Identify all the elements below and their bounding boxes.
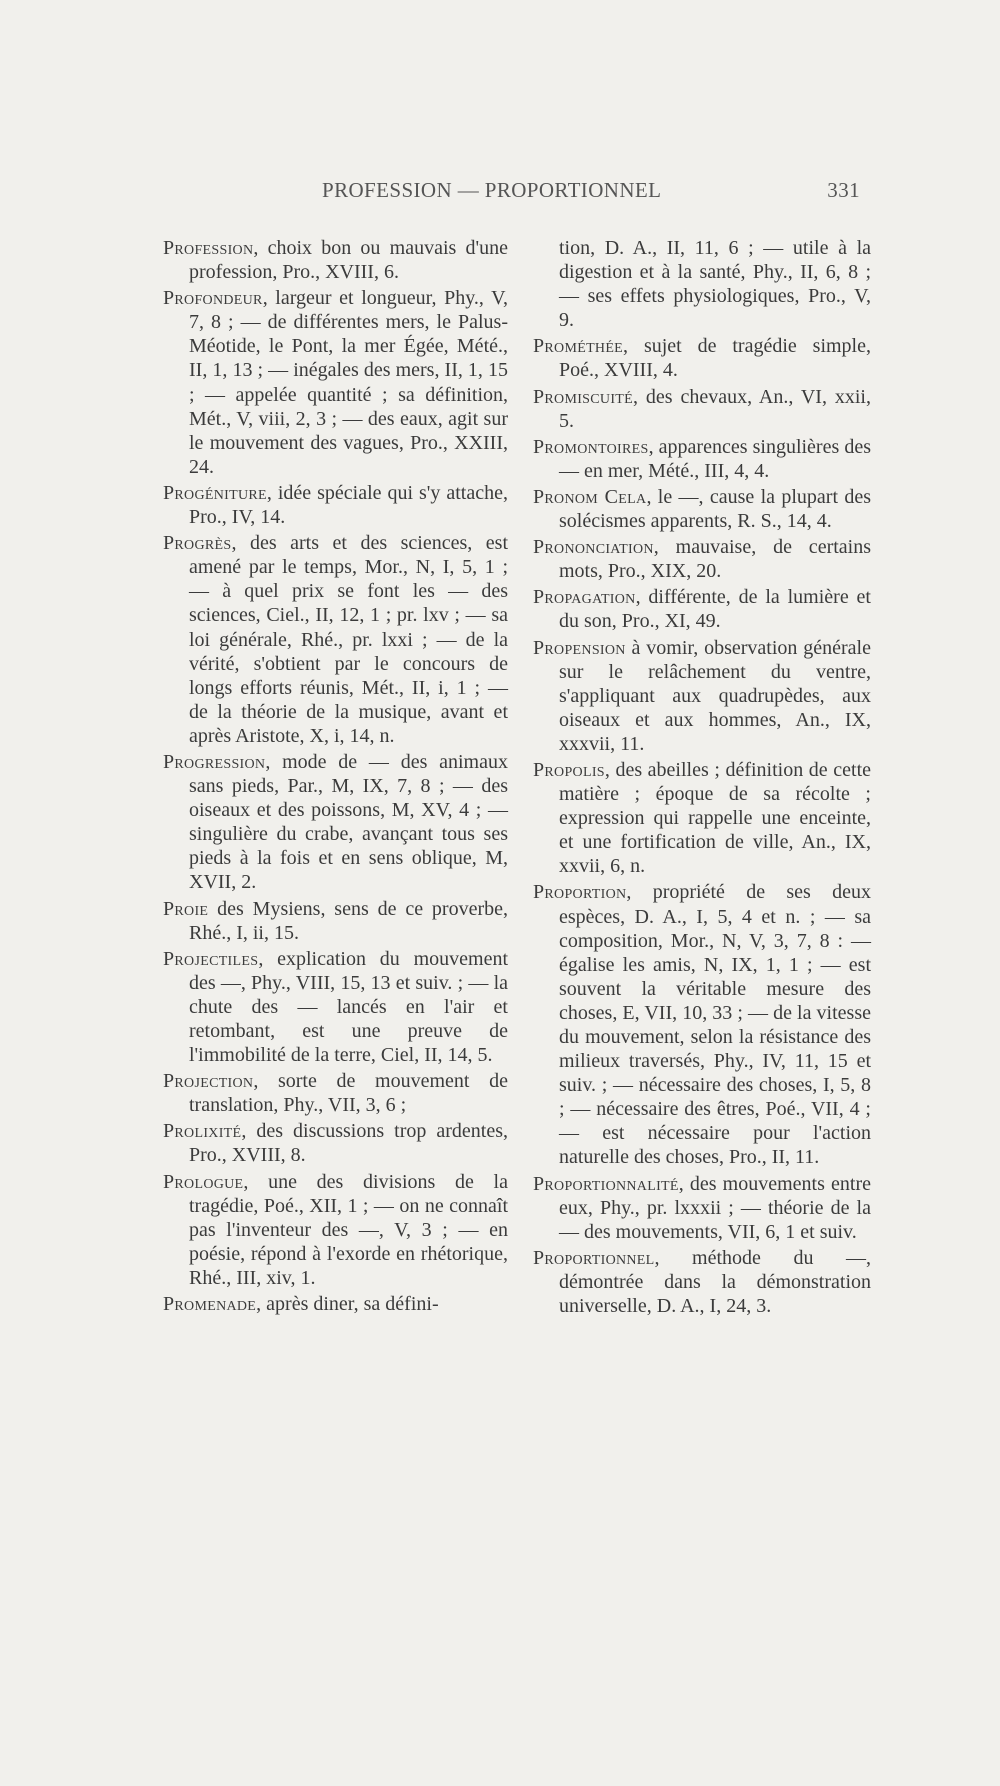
entry-text: à vomir, observation générale sur le relâchement du ventre, s'appliquant aux quadrupèdes, aux oiseaux et aux hommes, An., IX, xxxvii, 11. bbox=[559, 636, 871, 755]
entry-text: , après diner, sa défini- bbox=[256, 1293, 439, 1316]
index-entry bbox=[163, 750, 508, 895]
entry-headword: Prolixité bbox=[163, 1120, 242, 1143]
index-entry bbox=[533, 1246, 871, 1318]
index-entry bbox=[163, 481, 508, 529]
index-entry bbox=[533, 435, 871, 483]
entry-headword: Propolis bbox=[533, 758, 605, 781]
entry-headword: Progrès bbox=[163, 532, 232, 555]
index-entry bbox=[163, 947, 508, 1067]
entry-text: , choix bon ou mauvais d'une profession, Pro., XVIII, 6. bbox=[189, 237, 508, 284]
entry-headword: Propension bbox=[533, 636, 626, 659]
entry-text: , des abeilles ; définition de cette matière ; époque de sa récolte ; expression qui rappelle une enceinte, et une fortification de ville, An., IX, xxvii, 6, n. bbox=[559, 758, 871, 878]
index-entry bbox=[163, 531, 508, 748]
entry-text: , sorte de mouvement de translation, Phy., VII, 3, 6 ; bbox=[189, 1070, 508, 1117]
entry-text: , différente, de la lumière et du son, Pro., XI, 49. bbox=[559, 586, 871, 633]
entry-text: tion, D. A., II, 11, 6 ; — utile à la digestion et à la santé, Phy., II, 6, 8 ; — ses effets physiologiques, Pro., V, 9. bbox=[559, 237, 871, 332]
entry-headword: Promontoires bbox=[533, 435, 649, 458]
entry-text: , le —, cause la plupart des solécismes apparents, R. S., 14, 4. bbox=[559, 485, 871, 533]
index-entry bbox=[163, 1292, 508, 1316]
entry-headword: Prononciation bbox=[533, 536, 654, 559]
entry-text: , mode de — des animaux sans pieds, Par., M, IX, 7, 8 ; — des oiseaux et des poissons, M, XV, 4 ; — singulière du crabe, avançant tous ses pieds à la fois et en sens oblique, M, XVII, 2. bbox=[189, 750, 508, 894]
index-entry bbox=[163, 1119, 508, 1167]
index-entry bbox=[533, 1172, 871, 1244]
index-entry bbox=[533, 535, 871, 583]
index-column-right bbox=[533, 236, 871, 1320]
entry-text: , explication du mouvement des —, Phy., VIII, 15, 13 et suiv. ; — la chute des — lancés en l'air et retombant, est une preuve de l'immobilité de la terre, Ciel, II, 14, 5. bbox=[189, 947, 508, 1067]
index-entry bbox=[163, 1069, 508, 1117]
entry-headword: Promenade bbox=[163, 1293, 257, 1316]
entry-headword: Pronom Cela bbox=[533, 485, 647, 508]
index-entry bbox=[163, 1170, 508, 1290]
index-column-left bbox=[163, 236, 508, 1318]
index-entry bbox=[163, 236, 508, 284]
entry-headword: Promiscuité bbox=[533, 385, 633, 408]
entry-text: , des arts et des sciences, est amené par le temps, Mor., N, I, 5, 1 ; — à quel prix se font les — des sciences, Ciel., II, 12, 1 ; pr. lxv ; — sa loi générale, Rhé., pr. lxxi ; — de la vérité, s'obtient par le concours de longs efforts réunis, Mét., II, i, 1 ; — de la théorie de la musique, avant et après Aristote, X, i, 14, n. bbox=[189, 532, 508, 747]
index-entry bbox=[163, 897, 508, 945]
page-number: 331 bbox=[827, 178, 860, 202]
entry-headword: Proportionnel bbox=[533, 1246, 655, 1269]
running-title: PROFESSION — PROPORTIONNEL bbox=[322, 178, 662, 202]
entry-text: , des chevaux, An., VI, xxii, 5. bbox=[559, 385, 871, 432]
entry-headword: Prologue bbox=[163, 1170, 244, 1193]
entry-text: , une des divisions de la tragédie, Poé., XII, 1 ; — on ne connaît pas l'inventeur des —, V, 3 ; — en poésie, répond à l'exorde en rhétorique, Rhé., III, xiv, 1. bbox=[189, 1170, 508, 1289]
entry-text: , apparences singulières des — en mer, Mété., III, 4, 4. bbox=[559, 435, 871, 482]
entry-headword: Progression bbox=[163, 750, 266, 773]
entry-headword: Proportion bbox=[533, 881, 627, 904]
index-entry-continued bbox=[533, 236, 871, 332]
index-entry bbox=[533, 758, 871, 878]
entry-headword: Prométhée bbox=[533, 335, 624, 358]
entry-text: , mauvaise, de certains mots, Pro., XIX, 20. bbox=[559, 536, 871, 583]
entry-headword: Progéniture bbox=[163, 481, 267, 504]
index-entry bbox=[163, 286, 508, 479]
index-entry bbox=[533, 334, 871, 382]
entry-headword: Projectiles bbox=[163, 947, 259, 970]
entry-headword: Proie bbox=[163, 897, 209, 920]
index-entry bbox=[533, 585, 871, 633]
entry-text: des Mysiens, sens de ce proverbe, Rhé., I, ii, 15. bbox=[189, 897, 508, 944]
entry-headword: Projection bbox=[163, 1070, 254, 1093]
entry-text: , sujet de tragédie simple, Poé., XVIII, 4. bbox=[559, 335, 871, 382]
index-entry bbox=[533, 636, 871, 756]
index-entry bbox=[533, 385, 871, 433]
index-entry bbox=[533, 880, 871, 1169]
entry-headword: Proportionnalité bbox=[533, 1172, 679, 1195]
entry-headword: Profession bbox=[163, 237, 254, 259]
entry-text: , idée spéciale qui s'y attache, Pro., IV, 14. bbox=[189, 481, 508, 529]
entry-headword: Profondeur bbox=[163, 287, 263, 310]
entry-text: , méthode du —, démontrée dans la démonstration universelle, D. A., I, 24, 3. bbox=[559, 1246, 871, 1318]
entry-headword: Propagation bbox=[533, 586, 636, 609]
entry-text: , des discussions trop ardentes, Pro., XVIII, 8. bbox=[189, 1120, 508, 1167]
entry-text: , largeur et longueur, Phy., V, 7, 8 ; — de différentes mers, le Palus-Méotide, le Pont, la mer Égée, Mété., II, 1, 13 ; — inégales des mers, II, 1, 15 ; — appelée quantité ; sa définition, Mét., V, viii, 2, 3 ; — des eaux, agit sur le mouvement des vagues, Pro., XXIII, 24. bbox=[189, 287, 508, 478]
entry-text: , des mouvements entre eux, Phy., pr. lxxxii ; — théorie de la — des mouvements, VII, 6, 1 et suiv. bbox=[559, 1172, 871, 1243]
entry-text: , propriété de ses deux espèces, D. A., I, 5, 4 et n. ; — sa composition, Mor., N, V, 3, 7, 8 : — égalise les amis, N, IX, 1, 1 ; — est souvent la véritable mesure des choses, E, VII, 10, 33 ; — de la vitesse du mouvement, selon la résistance des milieux traversés, Phy., IV, 11, 15 et suiv. ; — nécessaire des choses, I, 5, 8 ; — nécessaire des êtres, Poé., VII, 4 ; — est nécessaire pour l'action naturelle des choses, Pro., II, 11. bbox=[559, 881, 871, 1169]
index-entry bbox=[533, 485, 871, 533]
